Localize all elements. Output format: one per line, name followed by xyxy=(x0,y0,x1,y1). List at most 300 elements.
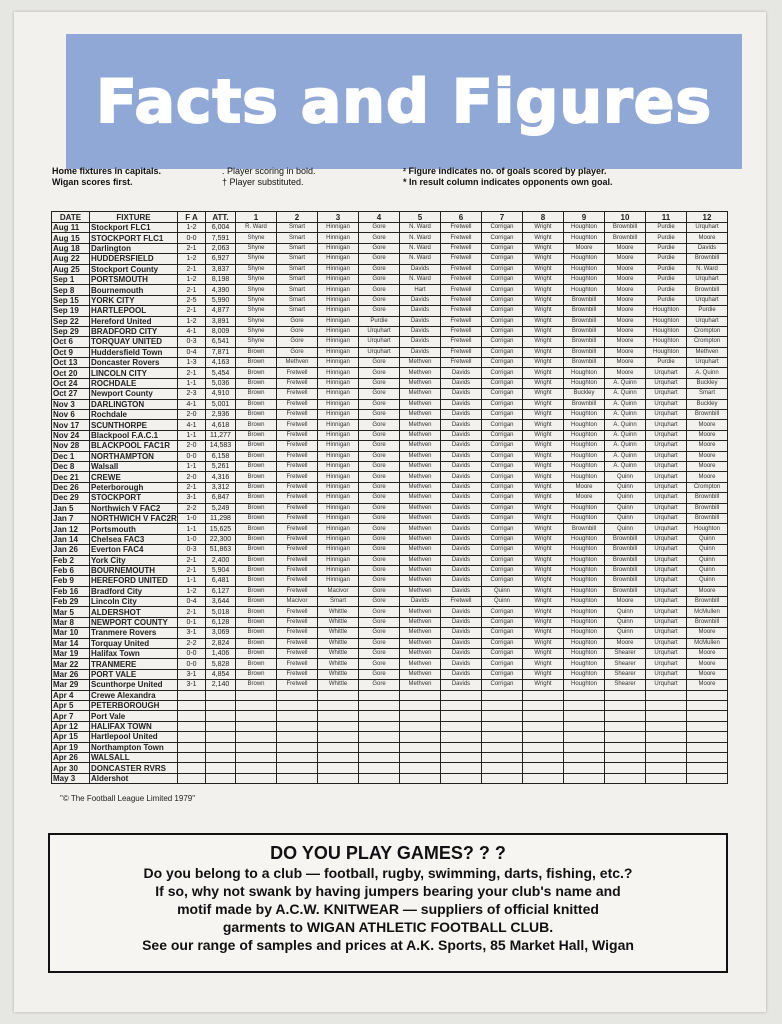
player-cell: Fretwell xyxy=(441,254,482,264)
player-cell: Brownbill xyxy=(564,295,605,305)
player-cell: Davids xyxy=(441,659,482,669)
column-header: 12 xyxy=(687,212,728,223)
player-cell: Corrigan xyxy=(482,347,523,357)
player-cell: Moore xyxy=(605,243,646,253)
player-cell: Purdie xyxy=(646,358,687,368)
player-cell: Methven xyxy=(400,555,441,565)
result-cell: 2-1 xyxy=(178,565,206,575)
player-cell: Wright xyxy=(523,326,564,336)
column-header: 5 xyxy=(400,212,441,223)
player-cell: Urquhart xyxy=(646,576,687,586)
date-cell: Nov 6 xyxy=(52,410,90,420)
player-cell: Gore xyxy=(359,555,400,565)
player-cell: Corrigan xyxy=(482,233,523,243)
player-cell: Gore xyxy=(359,368,400,378)
player-cell: Brown xyxy=(236,545,277,555)
player-cell: Houghton xyxy=(564,503,605,513)
attendance-cell: 6,128 xyxy=(206,617,236,627)
player-cell: Methven xyxy=(687,347,728,357)
player-cell: Davids xyxy=(441,472,482,482)
player-cell xyxy=(605,732,646,742)
result-cell xyxy=(178,732,206,742)
player-cell: Gore xyxy=(359,274,400,284)
player-cell: Whittle xyxy=(318,649,359,659)
result-cell: 3-1 xyxy=(178,680,206,690)
player-cell: Moore xyxy=(605,358,646,368)
player-cell: Gore xyxy=(277,347,318,357)
fixture-cell: HARTLEPOOL xyxy=(90,306,178,316)
legend-line-scores: Wigan scores first. xyxy=(52,177,133,187)
player-cell: Quinn xyxy=(687,555,728,565)
player-cell: Davids xyxy=(441,430,482,440)
player-cell: Brownbill xyxy=(564,306,605,316)
player-cell: Hinnigan xyxy=(318,482,359,492)
player-cell: Corrigan xyxy=(482,607,523,617)
player-cell: Brown xyxy=(236,586,277,596)
date-cell: Apr 5 xyxy=(52,700,90,710)
column-header: 10 xyxy=(605,212,646,223)
column-header: 3 xyxy=(318,212,359,223)
player-cell: Corrigan xyxy=(482,461,523,471)
player-cell: Houghton xyxy=(564,285,605,295)
player-cell: Brown xyxy=(236,524,277,534)
player-cell: Davids xyxy=(441,545,482,555)
player-cell: Hinnigan xyxy=(318,389,359,399)
player-cell: Urquhart xyxy=(646,659,687,669)
fixture-cell: BOURNEMOUTH xyxy=(90,565,178,575)
player-cell: Fretwell xyxy=(277,441,318,451)
player-cell: Brown xyxy=(236,441,277,451)
player-cell: Wright xyxy=(523,565,564,575)
fixture-cell: HALIFAX TOWN xyxy=(90,721,178,731)
player-cell: Houghton xyxy=(646,347,687,357)
player-cell: Urquhart xyxy=(359,337,400,347)
player-cell: Methven xyxy=(400,524,441,534)
result-cell: 1-1 xyxy=(178,576,206,586)
result-cell: 2-0 xyxy=(178,441,206,451)
player-cell: Hinnigan xyxy=(318,534,359,544)
player-cell: Brown xyxy=(236,628,277,638)
player-cell: Houghton xyxy=(564,576,605,586)
player-cell xyxy=(564,721,605,731)
player-cell: Wright xyxy=(523,378,564,388)
player-cell xyxy=(482,711,523,721)
player-cell: Methven xyxy=(400,430,441,440)
player-cell: Houghton xyxy=(564,555,605,565)
attendance-cell: 6,004 xyxy=(206,223,236,233)
attendance-cell xyxy=(206,752,236,762)
player-cell: Urquhart xyxy=(687,316,728,326)
player-cell: Quinn xyxy=(687,534,728,544)
player-cell xyxy=(318,752,359,762)
fixture-cell: York City xyxy=(90,555,178,565)
player-cell: Urquhart xyxy=(646,461,687,471)
player-cell: Fretwell xyxy=(277,482,318,492)
player-cell: Davids xyxy=(441,513,482,523)
player-cell: Hinnigan xyxy=(318,243,359,253)
date-cell: May 3 xyxy=(52,773,90,783)
player-cell: Davids xyxy=(400,597,441,607)
player-cell xyxy=(646,732,687,742)
attendance-cell: 5,001 xyxy=(206,399,236,409)
date-cell: Feb 16 xyxy=(52,586,90,596)
date-cell: Jan 12 xyxy=(52,524,90,534)
player-cell: Smart xyxy=(687,389,728,399)
player-cell: Brownbill xyxy=(687,513,728,523)
player-cell: Methven xyxy=(400,472,441,482)
player-cell: Fretwell xyxy=(277,368,318,378)
player-cell xyxy=(605,752,646,762)
player-cell: Corrigan xyxy=(482,669,523,679)
player-cell xyxy=(605,742,646,752)
player-cell: Urquhart xyxy=(687,274,728,284)
attendance-cell: 4,316 xyxy=(206,472,236,482)
attendance-cell: 2,824 xyxy=(206,638,236,648)
fixture-cell: Everton FAC4 xyxy=(90,545,178,555)
player-cell: Davids xyxy=(441,461,482,471)
player-cell: Moore xyxy=(687,472,728,482)
table-row xyxy=(52,586,728,596)
player-cell: Gore xyxy=(359,607,400,617)
player-cell: Moore xyxy=(564,482,605,492)
player-cell: Hinnigan xyxy=(318,337,359,347)
result-cell xyxy=(178,711,206,721)
player-cell: Brown xyxy=(236,378,277,388)
player-cell: Corrigan xyxy=(482,243,523,253)
player-cell: Houghton xyxy=(564,597,605,607)
player-cell: Wright xyxy=(523,659,564,669)
player-cell: Davids xyxy=(441,451,482,461)
player-cell xyxy=(318,700,359,710)
player-cell xyxy=(605,690,646,700)
player-cell: Brown xyxy=(236,669,277,679)
player-cell: Urquhart xyxy=(646,420,687,430)
date-cell: Nov 3 xyxy=(52,399,90,409)
date-cell: Dec 8 xyxy=(52,461,90,471)
player-cell: Buckley xyxy=(687,378,728,388)
table-row xyxy=(52,752,728,762)
player-cell: Gore xyxy=(359,545,400,555)
fixture-cell: HEREFORD UNITED xyxy=(90,576,178,586)
player-cell: Purdie xyxy=(646,274,687,284)
table-row xyxy=(52,295,728,305)
player-cell: McMullen xyxy=(687,638,728,648)
column-header: 6 xyxy=(441,212,482,223)
player-cell: Hinnigan xyxy=(318,347,359,357)
date-cell: Sep 1 xyxy=(52,274,90,284)
player-cell: Purdie xyxy=(646,295,687,305)
player-cell: Quinn xyxy=(605,617,646,627)
player-cell: Gore xyxy=(359,420,400,430)
fixture-cell: ALDERSHOT xyxy=(90,607,178,617)
player-cell: Houghton xyxy=(564,461,605,471)
player-cell: Quinn xyxy=(605,503,646,513)
date-cell: Apr 30 xyxy=(52,763,90,773)
player-cell: Urquhart xyxy=(646,649,687,659)
player-cell xyxy=(441,711,482,721)
date-cell: Nov 17 xyxy=(52,420,90,430)
player-cell: Corrigan xyxy=(482,576,523,586)
player-cell: McMullen xyxy=(687,607,728,617)
legend-line-owngoal: * In result column indicates opponents own goal. xyxy=(403,177,613,187)
table-row xyxy=(52,451,728,461)
player-cell: Urquhart xyxy=(646,628,687,638)
player-cell xyxy=(605,700,646,710)
player-cell: Moore xyxy=(605,597,646,607)
result-cell: 0-3 xyxy=(178,337,206,347)
result-cell: 1-2 xyxy=(178,316,206,326)
fixture-cell: NORTHWICH V FAC2R xyxy=(91,514,177,524)
player-cell: Houghton xyxy=(564,586,605,596)
player-cell: Fretwell xyxy=(277,503,318,513)
player-cell xyxy=(523,721,564,731)
table-row xyxy=(52,378,728,388)
player-cell: Corrigan xyxy=(482,680,523,690)
player-cell: Brownbill xyxy=(564,399,605,409)
player-cell: Gore xyxy=(359,638,400,648)
result-cell xyxy=(178,773,206,783)
fixture-cell: Stockport County xyxy=(90,264,178,274)
player-cell: Fretwell xyxy=(277,638,318,648)
date-cell: Mar 14 xyxy=(52,638,90,648)
attendance-cell: 8,009 xyxy=(206,326,236,336)
date-cell: Aug 11 xyxy=(52,223,90,233)
date-cell: Dec 29 xyxy=(52,493,90,503)
player-cell xyxy=(687,773,728,783)
player-cell: Brownbill xyxy=(687,254,728,264)
attendance-cell: 7,871 xyxy=(206,347,236,357)
player-cell: Hinnigan xyxy=(318,441,359,451)
result-cell xyxy=(178,752,206,762)
player-cell: Davids xyxy=(441,617,482,627)
column-header: FIXTURE xyxy=(90,212,178,223)
player-cell: Davids xyxy=(441,565,482,575)
attendance-cell: 4,163 xyxy=(206,358,236,368)
player-cell: Davids xyxy=(441,482,482,492)
attendance-cell: 4,618 xyxy=(206,420,236,430)
player-cell xyxy=(236,752,277,762)
player-cell: Moore xyxy=(687,451,728,461)
table-row xyxy=(52,243,728,253)
player-cell xyxy=(359,732,400,742)
player-cell: Smart xyxy=(277,306,318,316)
date-cell: Jan 14 xyxy=(52,534,90,544)
player-cell: Urquhart xyxy=(646,638,687,648)
player-cell: Corrigan xyxy=(482,420,523,430)
player-cell: Corrigan xyxy=(482,451,523,461)
attendance-cell: 6,481 xyxy=(206,576,236,586)
date-cell: Dec 1 xyxy=(52,451,90,461)
player-cell: Methven xyxy=(400,534,441,544)
table-row xyxy=(52,441,728,451)
date-cell: Sep 8 xyxy=(52,285,90,295)
player-cell: Hinnigan xyxy=(318,555,359,565)
player-cell: Wright xyxy=(523,358,564,368)
player-cell: Hinnigan xyxy=(318,399,359,409)
legend-players xyxy=(222,166,316,188)
player-cell: Urquhart xyxy=(646,389,687,399)
table-row xyxy=(52,306,728,316)
player-cell: Fretwell xyxy=(441,243,482,253)
fixture-cell: PETERBOROUGH xyxy=(90,700,178,710)
advert-line: motif made by A.C.W. KNITWEAR — suppliers of official knitted xyxy=(177,901,599,917)
player-cell xyxy=(687,732,728,742)
player-cell: Houghton xyxy=(564,223,605,233)
date-cell: Apr 7 xyxy=(52,711,90,721)
player-cell: Houghton xyxy=(564,680,605,690)
result-cell: 2-1 xyxy=(178,264,206,274)
attendance-cell: 3,837 xyxy=(206,264,236,274)
player-cell: Corrigan xyxy=(482,545,523,555)
attendance-cell: 7,591 xyxy=(206,233,236,243)
fixture-cell: Scunthorpe United xyxy=(90,680,178,690)
table-row xyxy=(52,389,728,399)
table-row xyxy=(52,545,728,555)
player-cell: Hinnigan xyxy=(318,565,359,575)
player-cell xyxy=(523,711,564,721)
player-cell: Corrigan xyxy=(482,358,523,368)
player-cell: Urquhart xyxy=(646,472,687,482)
player-cell: Urquhart xyxy=(646,378,687,388)
player-cell: Methven xyxy=(400,441,441,451)
player-cell xyxy=(564,773,605,783)
table-row xyxy=(52,493,728,503)
column-header: 9 xyxy=(564,212,605,223)
player-cell: Brown xyxy=(236,493,277,503)
table-row xyxy=(52,690,728,700)
attendance-cell: 3,644 xyxy=(206,597,236,607)
player-cell: Hinnigan xyxy=(318,503,359,513)
player-cell: Brownbill xyxy=(564,358,605,368)
player-cell xyxy=(318,690,359,700)
player-cell xyxy=(236,763,277,773)
player-cell xyxy=(359,700,400,710)
table-row xyxy=(52,565,728,575)
fixture-cell: Port Vale xyxy=(90,711,178,721)
player-cell xyxy=(236,773,277,783)
player-cell: Wright xyxy=(523,524,564,534)
player-cell: Corrigan xyxy=(482,223,523,233)
attendance-cell: 2,063 xyxy=(206,243,236,253)
player-cell: Shearer xyxy=(605,659,646,669)
player-cell: Hinnigan xyxy=(318,576,359,586)
legend-line-goals: ² Figure indicates no. of goals scored by player. xyxy=(403,166,607,176)
player-cell: Hinnigan xyxy=(318,420,359,430)
player-cell xyxy=(400,732,441,742)
date-cell: Aug 25 xyxy=(52,264,90,274)
table-row xyxy=(52,337,728,347)
date-cell: Jan 7 xyxy=(52,513,90,523)
player-cell: Gore xyxy=(359,576,400,586)
player-cell: Whittle xyxy=(318,628,359,638)
player-cell: Macivor xyxy=(318,586,359,596)
result-cell xyxy=(178,721,206,731)
attendance-cell: 6,158 xyxy=(206,451,236,461)
player-cell: Whittle xyxy=(318,669,359,679)
player-cell: Moore xyxy=(687,649,728,659)
player-cell xyxy=(646,763,687,773)
player-cell: Hinnigan xyxy=(318,233,359,243)
fixture-cell: BLACKPOOL FAC1R xyxy=(90,441,178,451)
table-row xyxy=(52,274,728,284)
fixture-cell: Bradford City xyxy=(90,586,178,596)
fixture-cell: CREWE xyxy=(90,472,178,482)
player-cell: Wright xyxy=(523,649,564,659)
player-cell: Corrigan xyxy=(482,285,523,295)
table-row xyxy=(52,223,728,233)
player-cell: Brownbill xyxy=(564,316,605,326)
player-cell: Corrigan xyxy=(482,410,523,420)
player-cell: Brown xyxy=(236,576,277,586)
fixture-cell: PORTSMOUTH xyxy=(90,274,178,284)
result-cell: 1-3 xyxy=(178,358,206,368)
player-cell: Urquhart xyxy=(646,399,687,409)
result-cell: 2-3 xyxy=(178,389,206,399)
player-cell: Wright xyxy=(523,628,564,638)
player-cell: Gore xyxy=(359,441,400,451)
player-cell xyxy=(236,732,277,742)
player-cell: Moore xyxy=(605,347,646,357)
player-cell: Brownbill xyxy=(687,493,728,503)
player-cell xyxy=(277,752,318,762)
player-cell: Corrigan xyxy=(482,638,523,648)
player-cell: Wright xyxy=(523,285,564,295)
fixture-cell: HUDDERSFIELD xyxy=(90,254,178,264)
player-cell: Urquhart xyxy=(646,545,687,555)
date-cell: Oct 27 xyxy=(52,389,90,399)
player-cell: Urquhart xyxy=(646,503,687,513)
fixture-cell: Tranmere Rovers xyxy=(90,628,178,638)
fixture-cell: Stockport FLC1 xyxy=(90,223,178,233)
player-cell xyxy=(646,752,687,762)
attendance-cell xyxy=(206,773,236,783)
player-cell: Quinn xyxy=(687,565,728,575)
player-cell: Gore xyxy=(277,337,318,347)
player-cell: Brown xyxy=(236,638,277,648)
player-cell: Urquhart xyxy=(646,482,687,492)
player-cell: A. Quinn xyxy=(605,441,646,451)
player-cell: Corrigan xyxy=(482,513,523,523)
result-cell: 0-0 xyxy=(178,233,206,243)
player-cell: Davids xyxy=(441,368,482,378)
player-cell: Houghton xyxy=(646,316,687,326)
player-cell: Wright xyxy=(523,306,564,316)
result-cell: 0-4 xyxy=(178,347,206,357)
date-cell: Feb 9 xyxy=(52,576,90,586)
player-cell: Fretwell xyxy=(441,264,482,274)
date-cell: Apr 4 xyxy=(52,690,90,700)
player-cell: Brown xyxy=(236,389,277,399)
player-cell: Wright xyxy=(523,513,564,523)
player-cell: Methven xyxy=(400,378,441,388)
player-cell: Brown xyxy=(236,617,277,627)
player-cell: Smart xyxy=(277,233,318,243)
player-cell: Hinnigan xyxy=(318,295,359,305)
attendance-cell xyxy=(206,763,236,773)
player-cell: Hinnigan xyxy=(318,264,359,274)
fixture-cell: BRADFORD CITY xyxy=(90,326,178,336)
result-cell: 0-4 xyxy=(178,597,206,607)
player-cell xyxy=(687,721,728,731)
player-cell: Corrigan xyxy=(482,524,523,534)
player-cell: Shyne xyxy=(236,243,277,253)
player-cell: Gore xyxy=(359,378,400,388)
player-cell: Corrigan xyxy=(482,503,523,513)
player-cell: Brownbill xyxy=(564,337,605,347)
table-row xyxy=(52,482,728,492)
result-cell xyxy=(178,690,206,700)
player-cell: Wright xyxy=(523,420,564,430)
